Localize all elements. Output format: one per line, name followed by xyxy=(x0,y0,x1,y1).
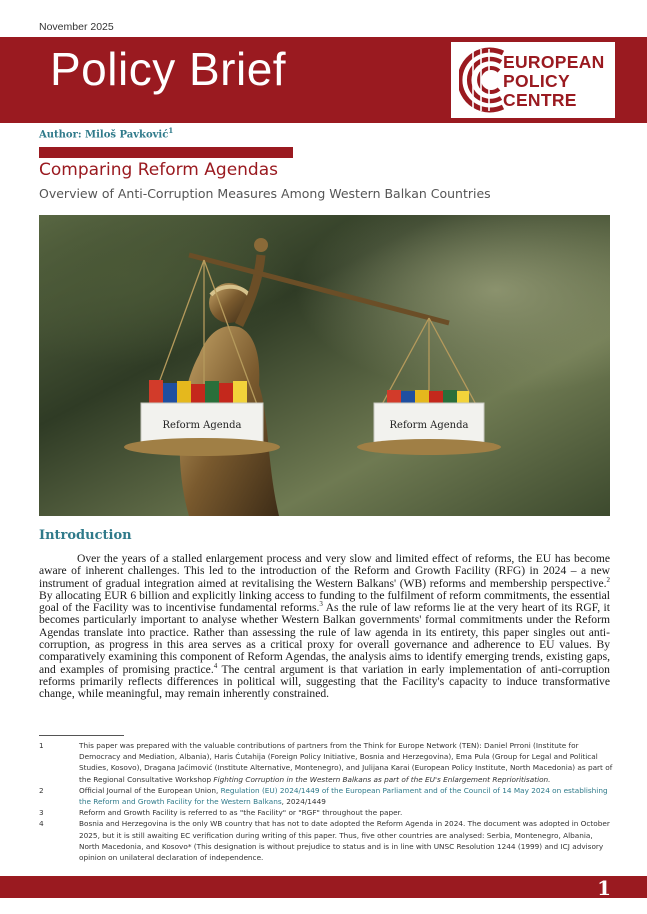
brief-title: Comparing Reform Agendas xyxy=(39,160,278,180)
body-text-1: Over the years of a stalled enlargement process and very slow and limited effect of reforms, the EU has become aware of inherent challenges. This led to the introduction of the Reform and Growth Facility (RFG) in 2024 – a new instrument of gradual integration aimed at revitalising the Western Balkans' (WB) reforms and membership perspective. xyxy=(39,552,610,590)
footnote-number: 1 xyxy=(39,741,44,750)
footnote-text: This paper was prepared with the valuable contributions of partners from the Think for Europe Network (TEN): Daniel Prroni (Institute for Democracy and Mediation, Albania), Haris Ćutahija (Foreign Policy Initiative, Bosnia and Herzegovina), Ema Pula (Group for Legal and Political Studies, Kosovo), Dragana Jaćimović (Institute Alternative, Montenegro), and Julijana Karai (European Policy Institute, North Macedonia) as part of the Regional Consultative Workshop xyxy=(79,741,613,784)
footnote-text: Reform and Growth Facility is referred to as "the Facility" or "RGF" throughout the paper. xyxy=(79,808,403,818)
footnote-text: , 2024/1449 xyxy=(281,797,326,807)
lady-justice-scales-image xyxy=(39,215,610,516)
page-number: 1 xyxy=(597,876,611,900)
author-line xyxy=(39,126,173,140)
logo-line-2: POLICY xyxy=(503,71,570,91)
footer-bar xyxy=(0,876,647,898)
epc-logo-mark-icon xyxy=(459,47,509,113)
title-rule xyxy=(39,147,293,158)
footnote-2 xyxy=(39,785,614,807)
intro-body xyxy=(39,553,610,701)
footnotes xyxy=(39,740,614,863)
author-name: Author: Miloš Pavković xyxy=(39,129,169,141)
date-label: November 2025 xyxy=(39,21,114,33)
footnote-ref-3[interactable]: 3 xyxy=(319,600,323,609)
footnote-ref-2[interactable]: 2 xyxy=(606,575,610,584)
footnote-italic: Fighting Corruption in the Western Balkans as part of the EU's Enlargement Reprioritisation. xyxy=(213,774,551,784)
epc-logo xyxy=(451,42,615,118)
body-text-2: By allocating EUR 6 billion and explicitly linking access to funding to the fulfilment of reform commitments, the essential goal of the Facility was to incentivise fundamental reforms. xyxy=(39,588,610,615)
footnote-number: 2 xyxy=(39,785,44,795)
body-text-4: The central argument is that variation in early implementation of anti-corruption reforms primarily reflects differences in political will, suggesting that the Facility's capacity to induce transformative change, while meaningful, may remain inherently constrained. xyxy=(39,662,610,701)
author-footnote-ref[interactable]: 1 xyxy=(168,126,174,135)
footnote-1 xyxy=(39,740,614,785)
brief-subtitle: Overview of Anti-Corruption Measures Among Western Balkan Countries xyxy=(39,186,491,201)
footnote-4 xyxy=(39,818,614,863)
footnote-number: 3 xyxy=(39,808,44,818)
footnote-ref-4[interactable]: 4 xyxy=(213,661,218,670)
cover-photo xyxy=(39,215,610,516)
section-heading-introduction: Introduction xyxy=(39,528,132,543)
body-text-3: As the rule of law reforms lie at the very heart of its RGF, it becomes particularly important to analyse whether Western Balkan governments' formal commitments under the Reform Agendas translate into practice. Rather than assessing the rule of law agenda in its entirety, this paper singles out anti-corruption, as progress in this area serves as a critical proxy for overall governance and adherence to EU values. By comparatively examining this component of Reform Agendas, the analysis aims to identify emerging trends, existing gaps, and examples of promising practice. xyxy=(39,601,610,676)
footnote-text: Bosnia and Herzegovina is the only WB country that has not to date adopted the Reform Agenda in 2024. The document was adopted in October 2025, but it is still awaiting EC verification during writing of this paper. Thus, five other countries are analysed: Serbia, Montenegro, Albania, North Macedonia, and Kosovo* (This designation is without prejudice to status and is in line with UNSC Resolution 1244 (1999) and ICJ advisory opinion on unilateral declaration of independence. xyxy=(79,819,610,863)
regulation-link[interactable]: Regulation (EU) 2024/1449 of the European Parliament and of the Council of 14 May 2024 on establishing the Reform and Growth Facility for the Western Balkans xyxy=(79,785,608,807)
footnote-number: 4 xyxy=(39,819,44,829)
doc-type-title: Policy Brief xyxy=(50,43,287,95)
logo-line-3: CENTRE xyxy=(503,90,577,110)
right-paper-label: Reform Agenda xyxy=(389,420,469,431)
left-paper-label: Reform Agenda xyxy=(162,420,242,431)
footnote-text: Official Journal of the European Union, xyxy=(79,785,221,795)
footnote-3 xyxy=(39,807,614,818)
logo-line-1: EUROPEAN xyxy=(503,52,605,72)
header-banner xyxy=(0,37,647,123)
logo-wordmark xyxy=(503,53,605,110)
footnote-divider xyxy=(39,735,124,736)
